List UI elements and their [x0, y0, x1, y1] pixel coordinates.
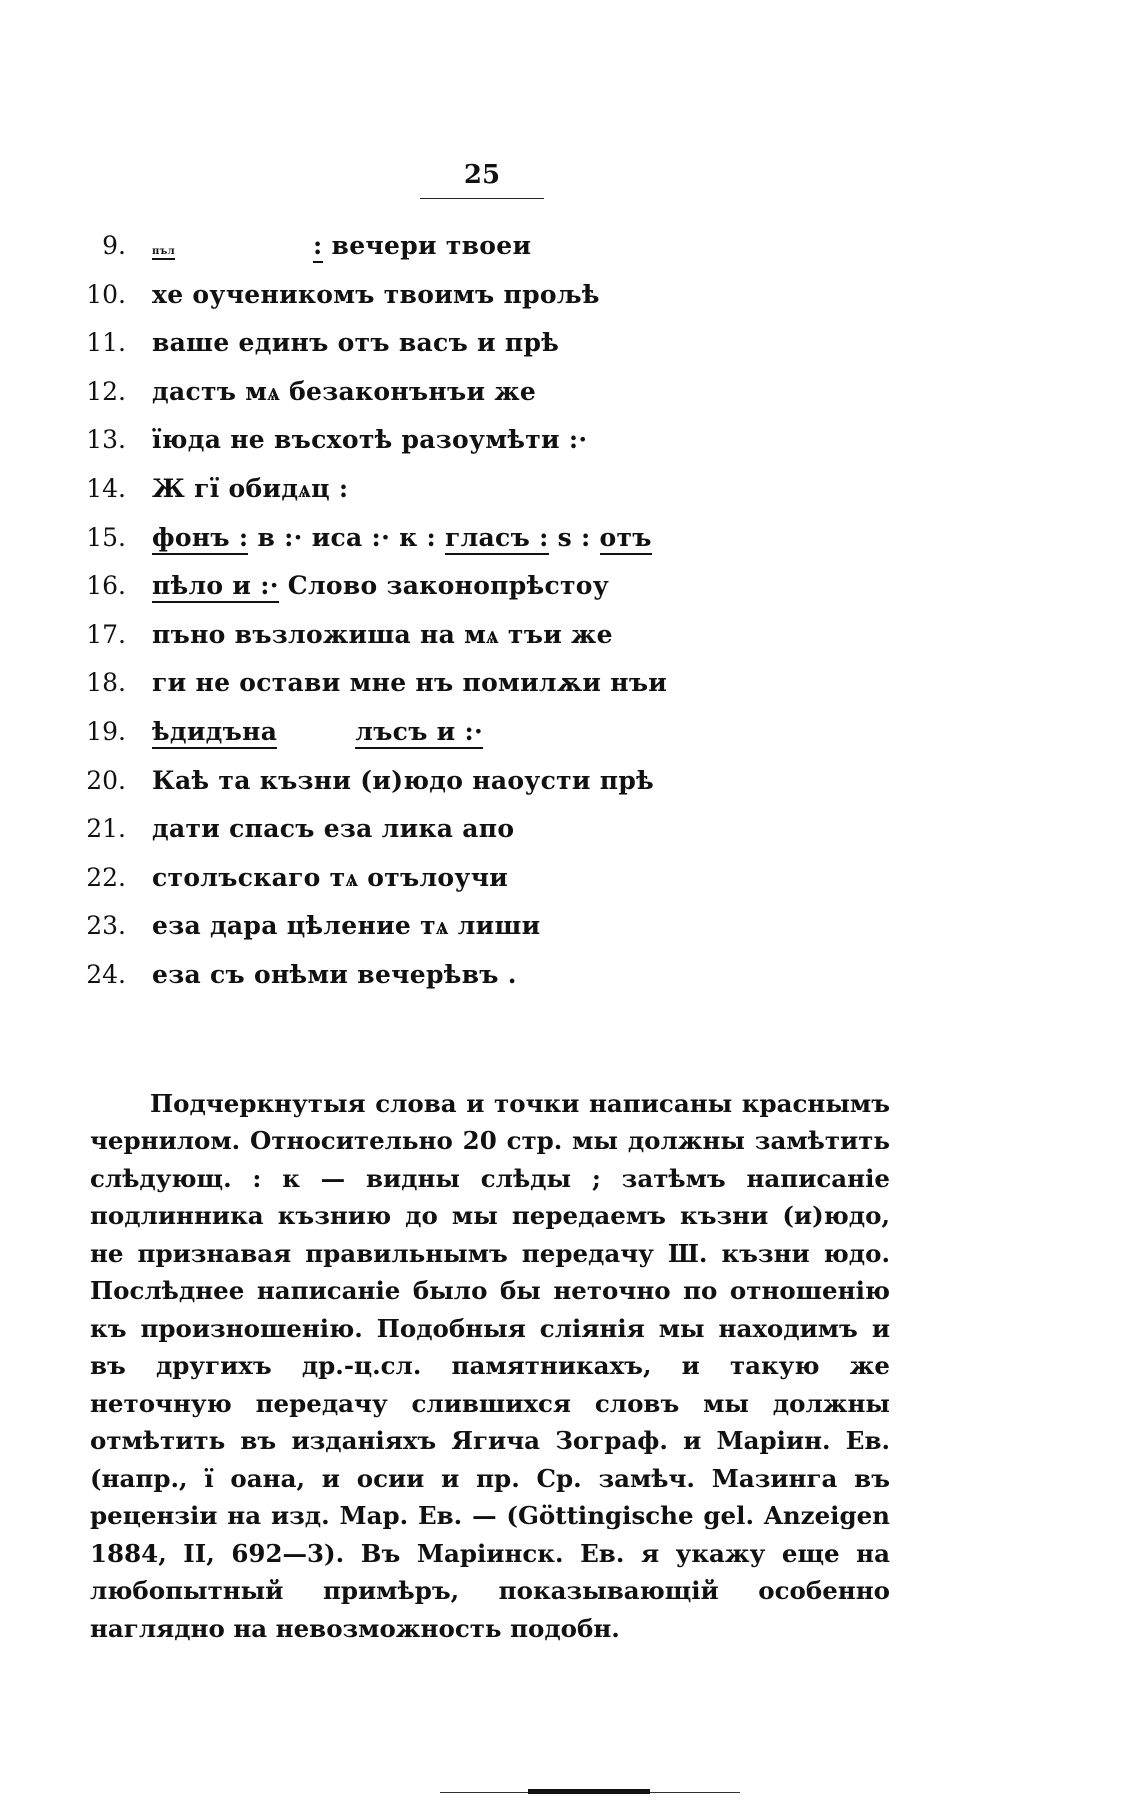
red-word: пѣло и :·: [152, 571, 279, 603]
line-number: 13.: [86, 425, 126, 455]
line-text: Ж гї обидѧц :: [152, 473, 349, 503]
line-number: 14.: [86, 473, 126, 503]
commentary-paragraph: Подчеркнутыя слова и точки написаны краснымъ чернилом. Относительно 20 стр. мы должны замѣтить слѣдующ. : к — видны слѣды ; затѣмъ написаніе подлинника къзнию до мы передаемъ къзни (и)юдо, не признавая правильнымъ передачу Ш. къзни юдо. Послѣднее написаніе было бы неточно по отношенію къ произношенію. Подобныя сліянія мы находимъ и въ другихъ др.-ц.сл. памятникахъ, и такую же неточную передачу слившихся словъ мы должны отмѣтить въ изданіяхъ Ягича Зограф. и Маріин. Ев. (напр., ї оана, и осии и пр. Ср. замѣч. Мазинга въ рецензіи на изд. Мар. Ев. — (Göttingische gel. Anzeigen 1884, II, 692—3). Въ Маріинск. Ев. я укажу еще на любопытный примѣръ, показывающій особенно наглядно на невозможность подобн.: [90, 1088, 890, 1643]
line-number: 16.: [86, 571, 126, 601]
line-24: [80, 955, 700, 1004]
line-number: 23.: [86, 911, 126, 941]
red-word: фонъ :: [152, 523, 248, 555]
line-words: вечери твоеи: [331, 231, 532, 260]
line-text: дастъ мѧ безаконънъи же: [152, 376, 537, 406]
bottom-rule-mark: [528, 1789, 650, 1794]
page-number: 25: [463, 160, 501, 190]
line-number: 12.: [86, 376, 126, 406]
line-21: [80, 809, 700, 858]
line-22: [80, 858, 700, 907]
line-text: ваше единъ отъ васъ и прѣ: [152, 328, 560, 358]
line-text: еза дара цѣление тѧ лиши: [152, 911, 541, 941]
line-number: 20.: [86, 765, 126, 795]
line-text: [152, 518, 652, 558]
line-text: [152, 712, 483, 752]
red-word: к :: [399, 522, 436, 552]
line-text: ги не остави мне нъ помилѫи нъи: [152, 668, 668, 698]
line-16: [80, 566, 700, 615]
line-text: [152, 226, 531, 272]
red-word: лъсъ и :·: [355, 717, 483, 749]
line-text: Каѣ та къзни (и)юдо наоусти прѣ: [152, 765, 655, 795]
red-word: ѕ :: [557, 522, 591, 552]
line-number: 22.: [86, 862, 126, 892]
line-18: [80, 663, 700, 712]
line-number: 24.: [86, 959, 126, 989]
line-14: [80, 469, 700, 518]
line-text: пъно възложиша на мѧ тъи же: [152, 619, 613, 649]
line-number: 18.: [86, 668, 126, 698]
line-text: еза съ онѣми вечерѣвъ .: [152, 959, 517, 989]
line-text: їюда не въсхотѣ разоумѣти :·: [152, 425, 588, 455]
line-text: [152, 566, 609, 606]
line-15: [80, 518, 700, 567]
red-word: в :·: [257, 522, 303, 552]
red-word: ѣдидъна: [152, 717, 277, 749]
line-9: [80, 226, 700, 275]
red-word: отъ: [600, 523, 652, 555]
red-mark: :: [313, 231, 323, 263]
red-word: иса :·: [311, 522, 391, 552]
line-number: 11.: [86, 328, 126, 358]
red-word: гласъ :: [445, 523, 549, 555]
line-17: [80, 615, 700, 664]
line-20: [80, 761, 700, 810]
line-number: 9.: [102, 231, 126, 260]
line-words: Слово законопрѣстоу: [287, 571, 610, 601]
line-13: [80, 420, 700, 469]
line-number: 17.: [86, 619, 126, 649]
abbrev-fragment: пъл: [152, 246, 175, 260]
line-text: столъскаго тѧ отълоучи: [152, 862, 509, 892]
line-19: [80, 712, 700, 761]
line-text: хе оученикомъ твоимъ прољѣ: [152, 279, 600, 309]
line-number: 21.: [86, 814, 126, 844]
line-11: [80, 323, 700, 372]
line-number: 19.: [86, 716, 126, 746]
line-12: [80, 372, 700, 421]
line-10: [80, 275, 700, 324]
line-23: [80, 906, 700, 955]
page-number-rule: [420, 198, 544, 199]
manuscript-transcription: [80, 226, 700, 1004]
line-number: 10.: [86, 279, 126, 309]
line-text: дати спасъ еза лика апо: [152, 814, 515, 844]
line-number: 15.: [86, 522, 126, 552]
